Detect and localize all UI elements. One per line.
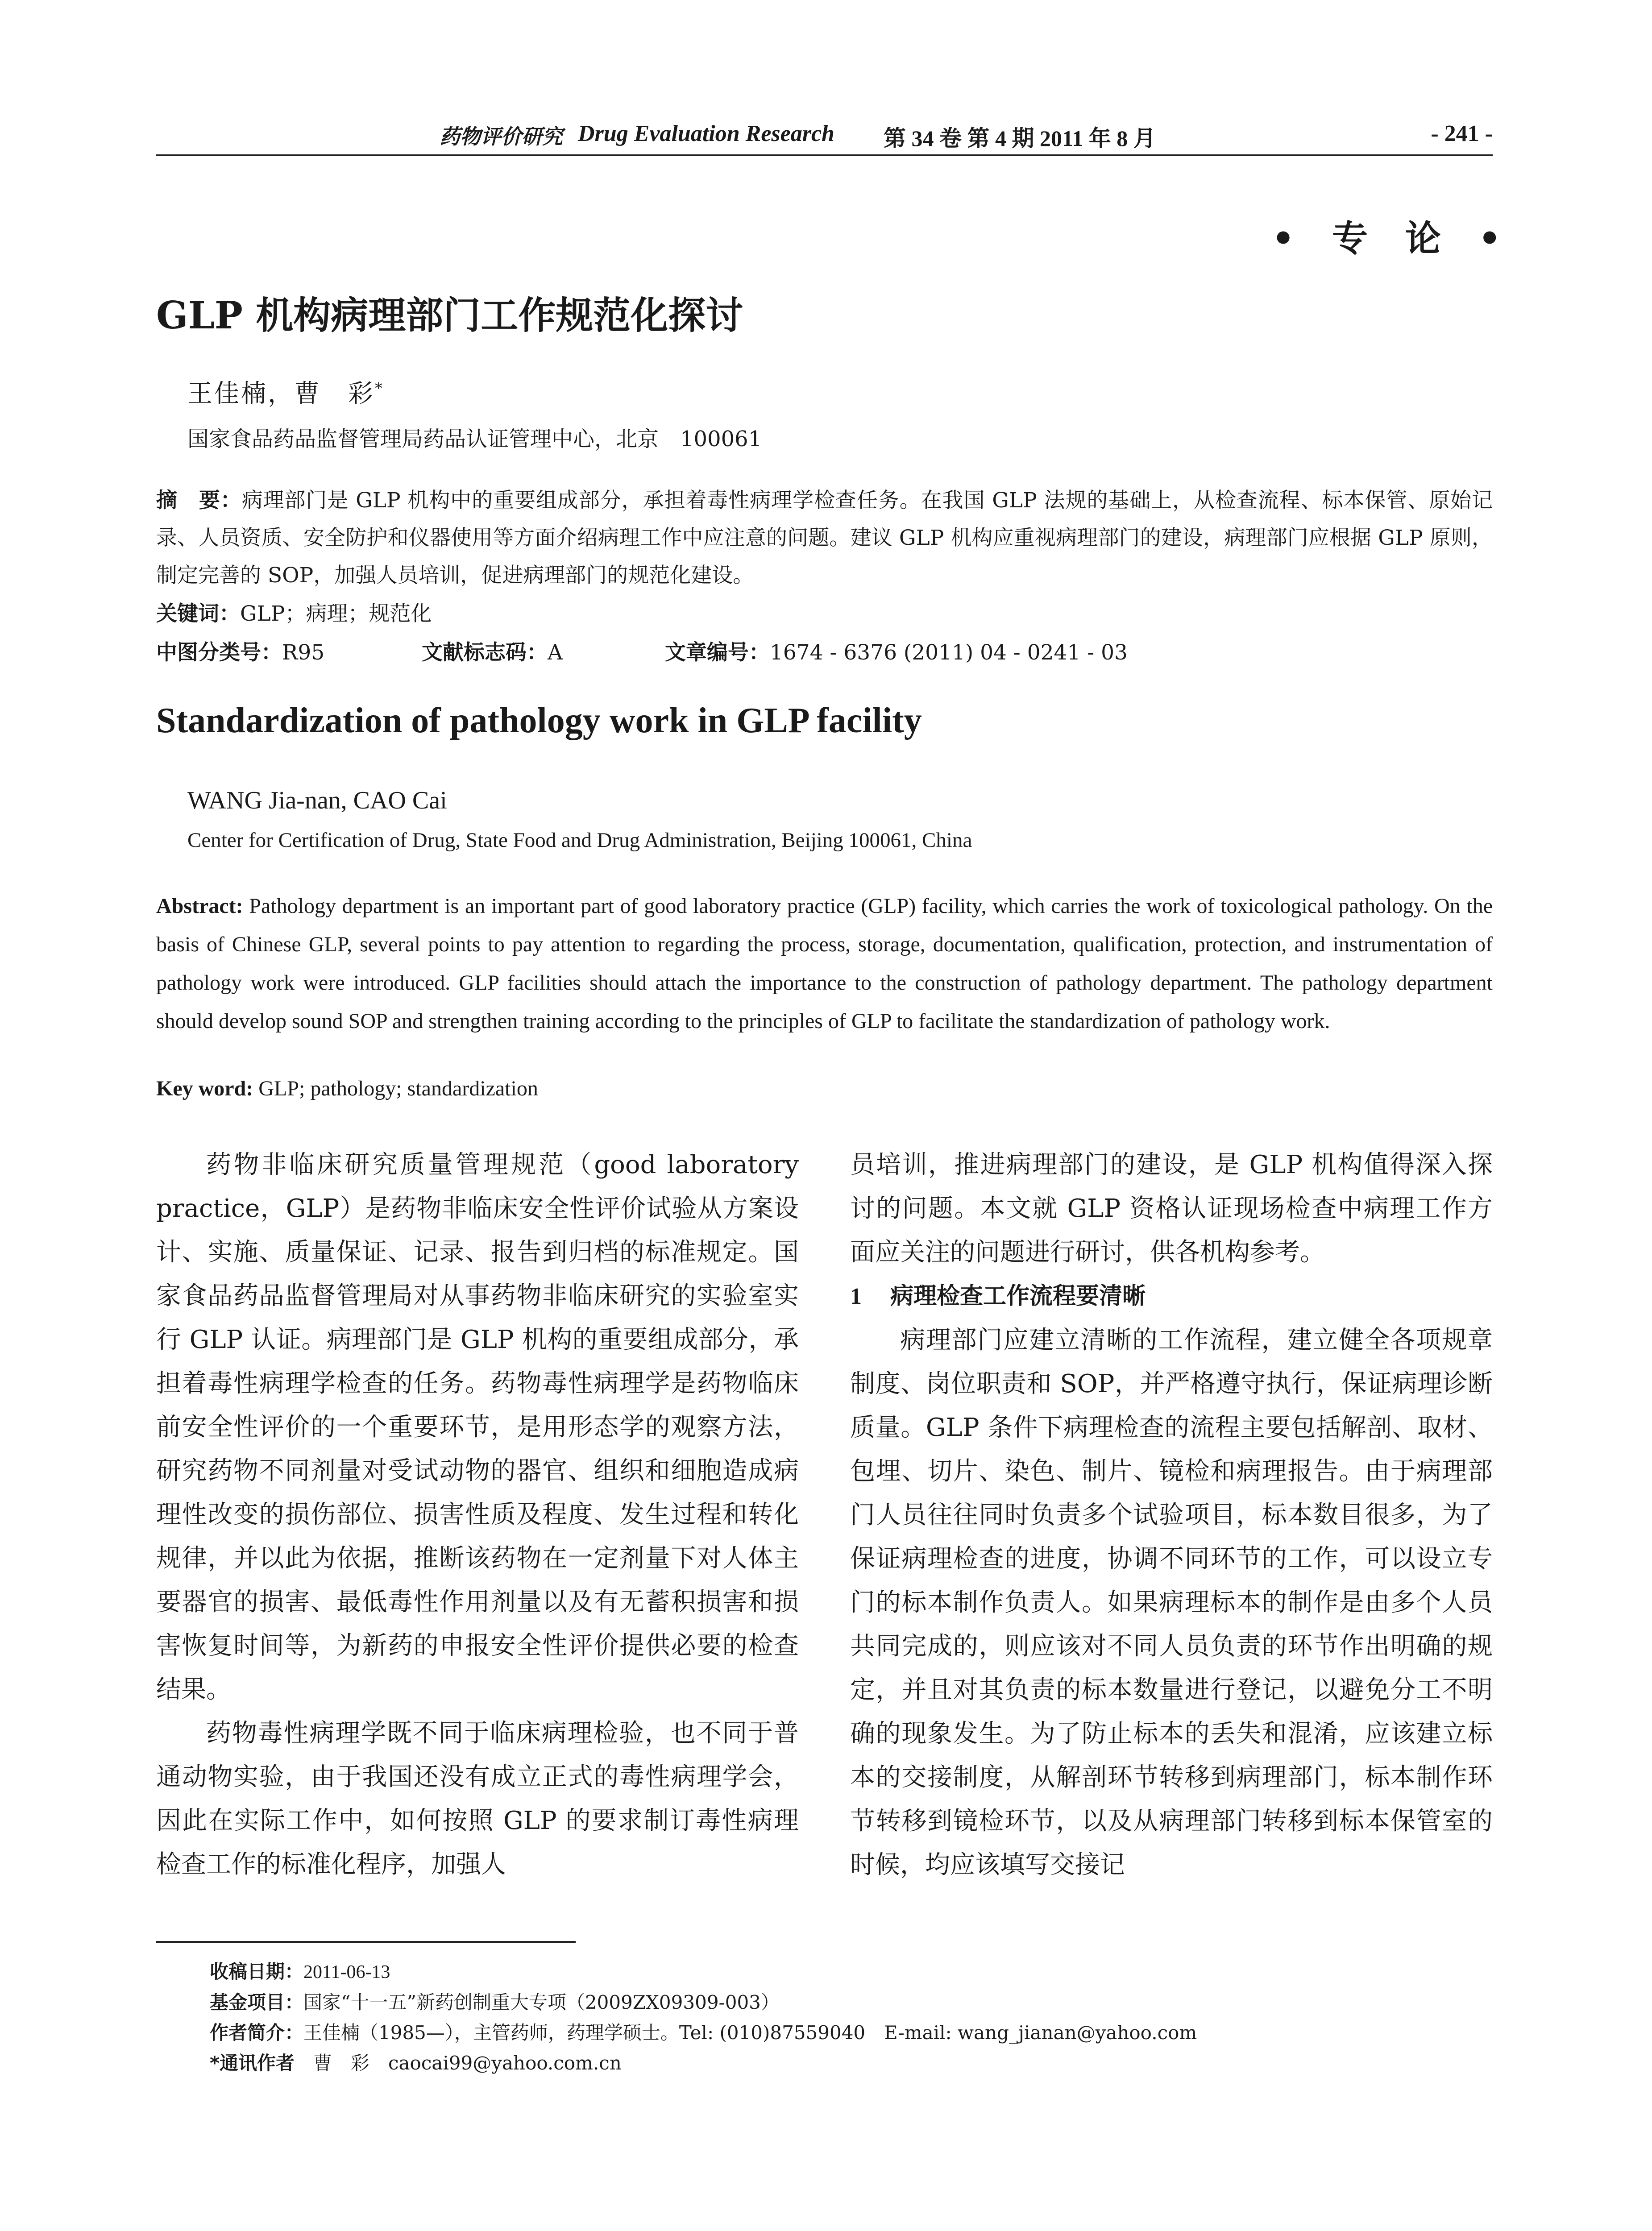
abstract-cn-text: 病理部门是 GLP 机构中的重要组成部分，承担着毒性病理学检查任务。在我国 GLP 法规的基础上，从检查流程、标本保管、原始记录、人员资质、安全防护和仪器使用等方面介绍病理工作中应注意的问题。建议 GLP 机构应重视病理部门的建设，病理部门应根据 GLP 原则，制定完善的 SOP，加强人员培训，促进病理部门的规范化建设。	[156, 488, 1493, 588]
body-column-left	[156, 1143, 799, 1887]
footnote-fund	[210, 1987, 1197, 2018]
article-number	[665, 636, 1128, 666]
footnotes	[210, 1957, 1197, 2078]
fund-value: 国家“十一五”新药创制重大专项（2009ZX09309-003）	[303, 1991, 780, 2013]
journal-name-en: Drug Evaluation Research	[578, 121, 834, 146]
authors-cn-names: 王佳楠，曹 彩	[187, 379, 375, 408]
footnote-received	[210, 1957, 1197, 1987]
abstract-cn-label: 摘 要：	[156, 488, 242, 513]
received-label: 收稿日期：	[210, 1961, 304, 1982]
doc-code-label: 文献标志码：	[422, 640, 548, 665]
bio-value: 王佳楠（1985—），主管药师，药理学硕士。Tel: (010)87559040 E-mail: wang_jianan@yahoo.com	[303, 2022, 1197, 2044]
footnote-divider	[156, 1941, 576, 1943]
header-divider	[156, 154, 1493, 156]
keywords-cn	[156, 597, 432, 627]
body-paragraph: 病理部门应建立清晰的工作流程，建立健全各项规章制度、岗位职责和 SOP，并严格遵守执行，保证病理诊断质量。GLP 条件下病理检查的流程主要包括解剖、取材、包埋、切片、染色、制片、镜检和病理报告。由于病理部门人员往往同时负责多个试验项目，标本数目很多，为了保证病理检查的进度，协调不同环节的工作，可以设立专门的标本制作负责人。如果病理标本的制作是由多个人员共同完成的，则应该对不同人员负责的环节作出明确的规定，并且对其负责的标本数量进行登记，以避免分工不明确的现象发生。为了防止标本的丢失和混淆，应该建立标本的交接制度，从解剖环节转移到病理部门，标本制作环节转移到镜检环节，以及从病理部门转移到标本保管室的时候，均应该填写交接记	[850, 1326, 1493, 1879]
abstract-en-label: Abstract:	[156, 894, 243, 918]
received-value: 2011-06-13	[303, 1962, 390, 1982]
affiliation-cn: 国家食品药品监督管理局药品认证管理中心，北京 100061	[187, 427, 762, 452]
body-paragraph: 员培训，推进病理部门的建设，是 GLP 机构值得深入探讨的问题。本文就 GLP 资格认证现场检查中病理工作方面应关注的问题进行研讨，供各机构参考。	[850, 1150, 1493, 1267]
volume-issue: 第 34 卷 第 4 期 2011 年 8 月	[884, 126, 1156, 151]
corresponding-label: *通讯作者	[210, 2052, 295, 2074]
keywords-cn-label: 关键词：	[156, 601, 240, 626]
authors-en: WANG Jia-nan, CAO Cai	[187, 787, 447, 814]
running-header	[156, 120, 1493, 152]
abstract-cn	[156, 482, 1493, 594]
fund-label: 基金项目：	[210, 1991, 304, 2013]
clc-label: 中图分类号：	[156, 640, 282, 665]
footnote-corresponding	[210, 2048, 1197, 2078]
affiliation-en: Center for Certification of Drug, State Food and Drug Administration, Beijing 100061, China	[187, 829, 972, 852]
bio-label: 作者简介：	[210, 2022, 304, 2044]
footnote-author-bio	[210, 2018, 1197, 2048]
authors-cn	[187, 374, 384, 410]
corresponding-value: 曹 彩 caocai99@yahoo.com.cn	[313, 2052, 622, 2074]
keywords-en	[156, 1076, 538, 1101]
section-tag: • 专 论 •	[1272, 217, 1514, 259]
classification-row	[156, 636, 1493, 667]
doc-code-value: A	[548, 640, 563, 665]
section-title: 病理检查工作流程要清晰	[890, 1283, 1146, 1310]
keywords-cn-text: GLP；病理；规范化	[240, 601, 432, 626]
keywords-en-text: GLP; pathology; standardization	[258, 1077, 538, 1100]
abstract-en	[156, 887, 1493, 1041]
section-number: 1	[850, 1284, 862, 1309]
corresponding-mark: *	[375, 379, 384, 398]
body-paragraph: 药物毒性病理学既不同于临床病理检验，也不同于普通动物实验，由于我国还没有成立正式的毒性病理学会，因此在实际工作中，如何按照 GLP 的要求制订毒性病理检查工作的标准化程序，加强人	[156, 1719, 799, 1879]
article-number-value: 1674 - 6376 (2011) 04 - 0241 - 03	[770, 640, 1128, 665]
document-code	[422, 636, 563, 666]
body-column-right	[850, 1143, 1493, 1887]
body-paragraph: 药物非临床研究质量管理规范（good laboratory practice，GLP）是药物非临床安全性评价试验从方案设计、实施、质量保证、记录、报告到归档的标准规定。国家食品药品监督管理局对从事药物非临床研究的实验室实行 GLP 认证。病理部门是 GLP 机构的重要组成部分，承担着毒性病理学检查的任务。药物毒性病理学是药物临床前安全性评价的一个重要环节，是用形态学的观察方法，研究药物不同剂量对受试动物的器官、组织和细胞造成病理性改变的损伤部位、损害性质及程度、发生过程和转化规律，并以此为依据，推断该药物在一定剂量下对人体主要器官的损害、最低毒性作用剂量以及有无蓄积损害和损害恢复时间等，为新药的申报安全性评价提供必要的检查结果。	[156, 1150, 799, 1704]
page-number: - 241 -	[1431, 121, 1493, 146]
journal-name-cn: 药物评价研究	[440, 124, 563, 149]
article-number-label: 文章编号：	[665, 640, 770, 665]
article-title-cn: GLP 机构病理部门工作规范化探讨	[156, 293, 743, 337]
keywords-en-label: Key word:	[156, 1077, 253, 1100]
section-heading	[850, 1274, 1493, 1319]
clc-number	[156, 636, 324, 666]
clc-value: R95	[282, 640, 325, 665]
article-title-en: Standardization of pathology work in GLP facility	[156, 701, 922, 740]
abstract-en-text: Pathology department is an important part of good laboratory practice (GLP) facility, which carries the work of toxicological pathology. On the basis of Chinese GLP, several points to pay attention to regarding the process, storage, documentation, qualification, protection, and instrumentation of pathology work were introduced. GLP facilities should attach the importance to the construction of pathology department. The pathology department should develop sound SOP and strengthen training according to the principles of GLP to facilitate the standardization of pathology work.	[156, 894, 1493, 1033]
